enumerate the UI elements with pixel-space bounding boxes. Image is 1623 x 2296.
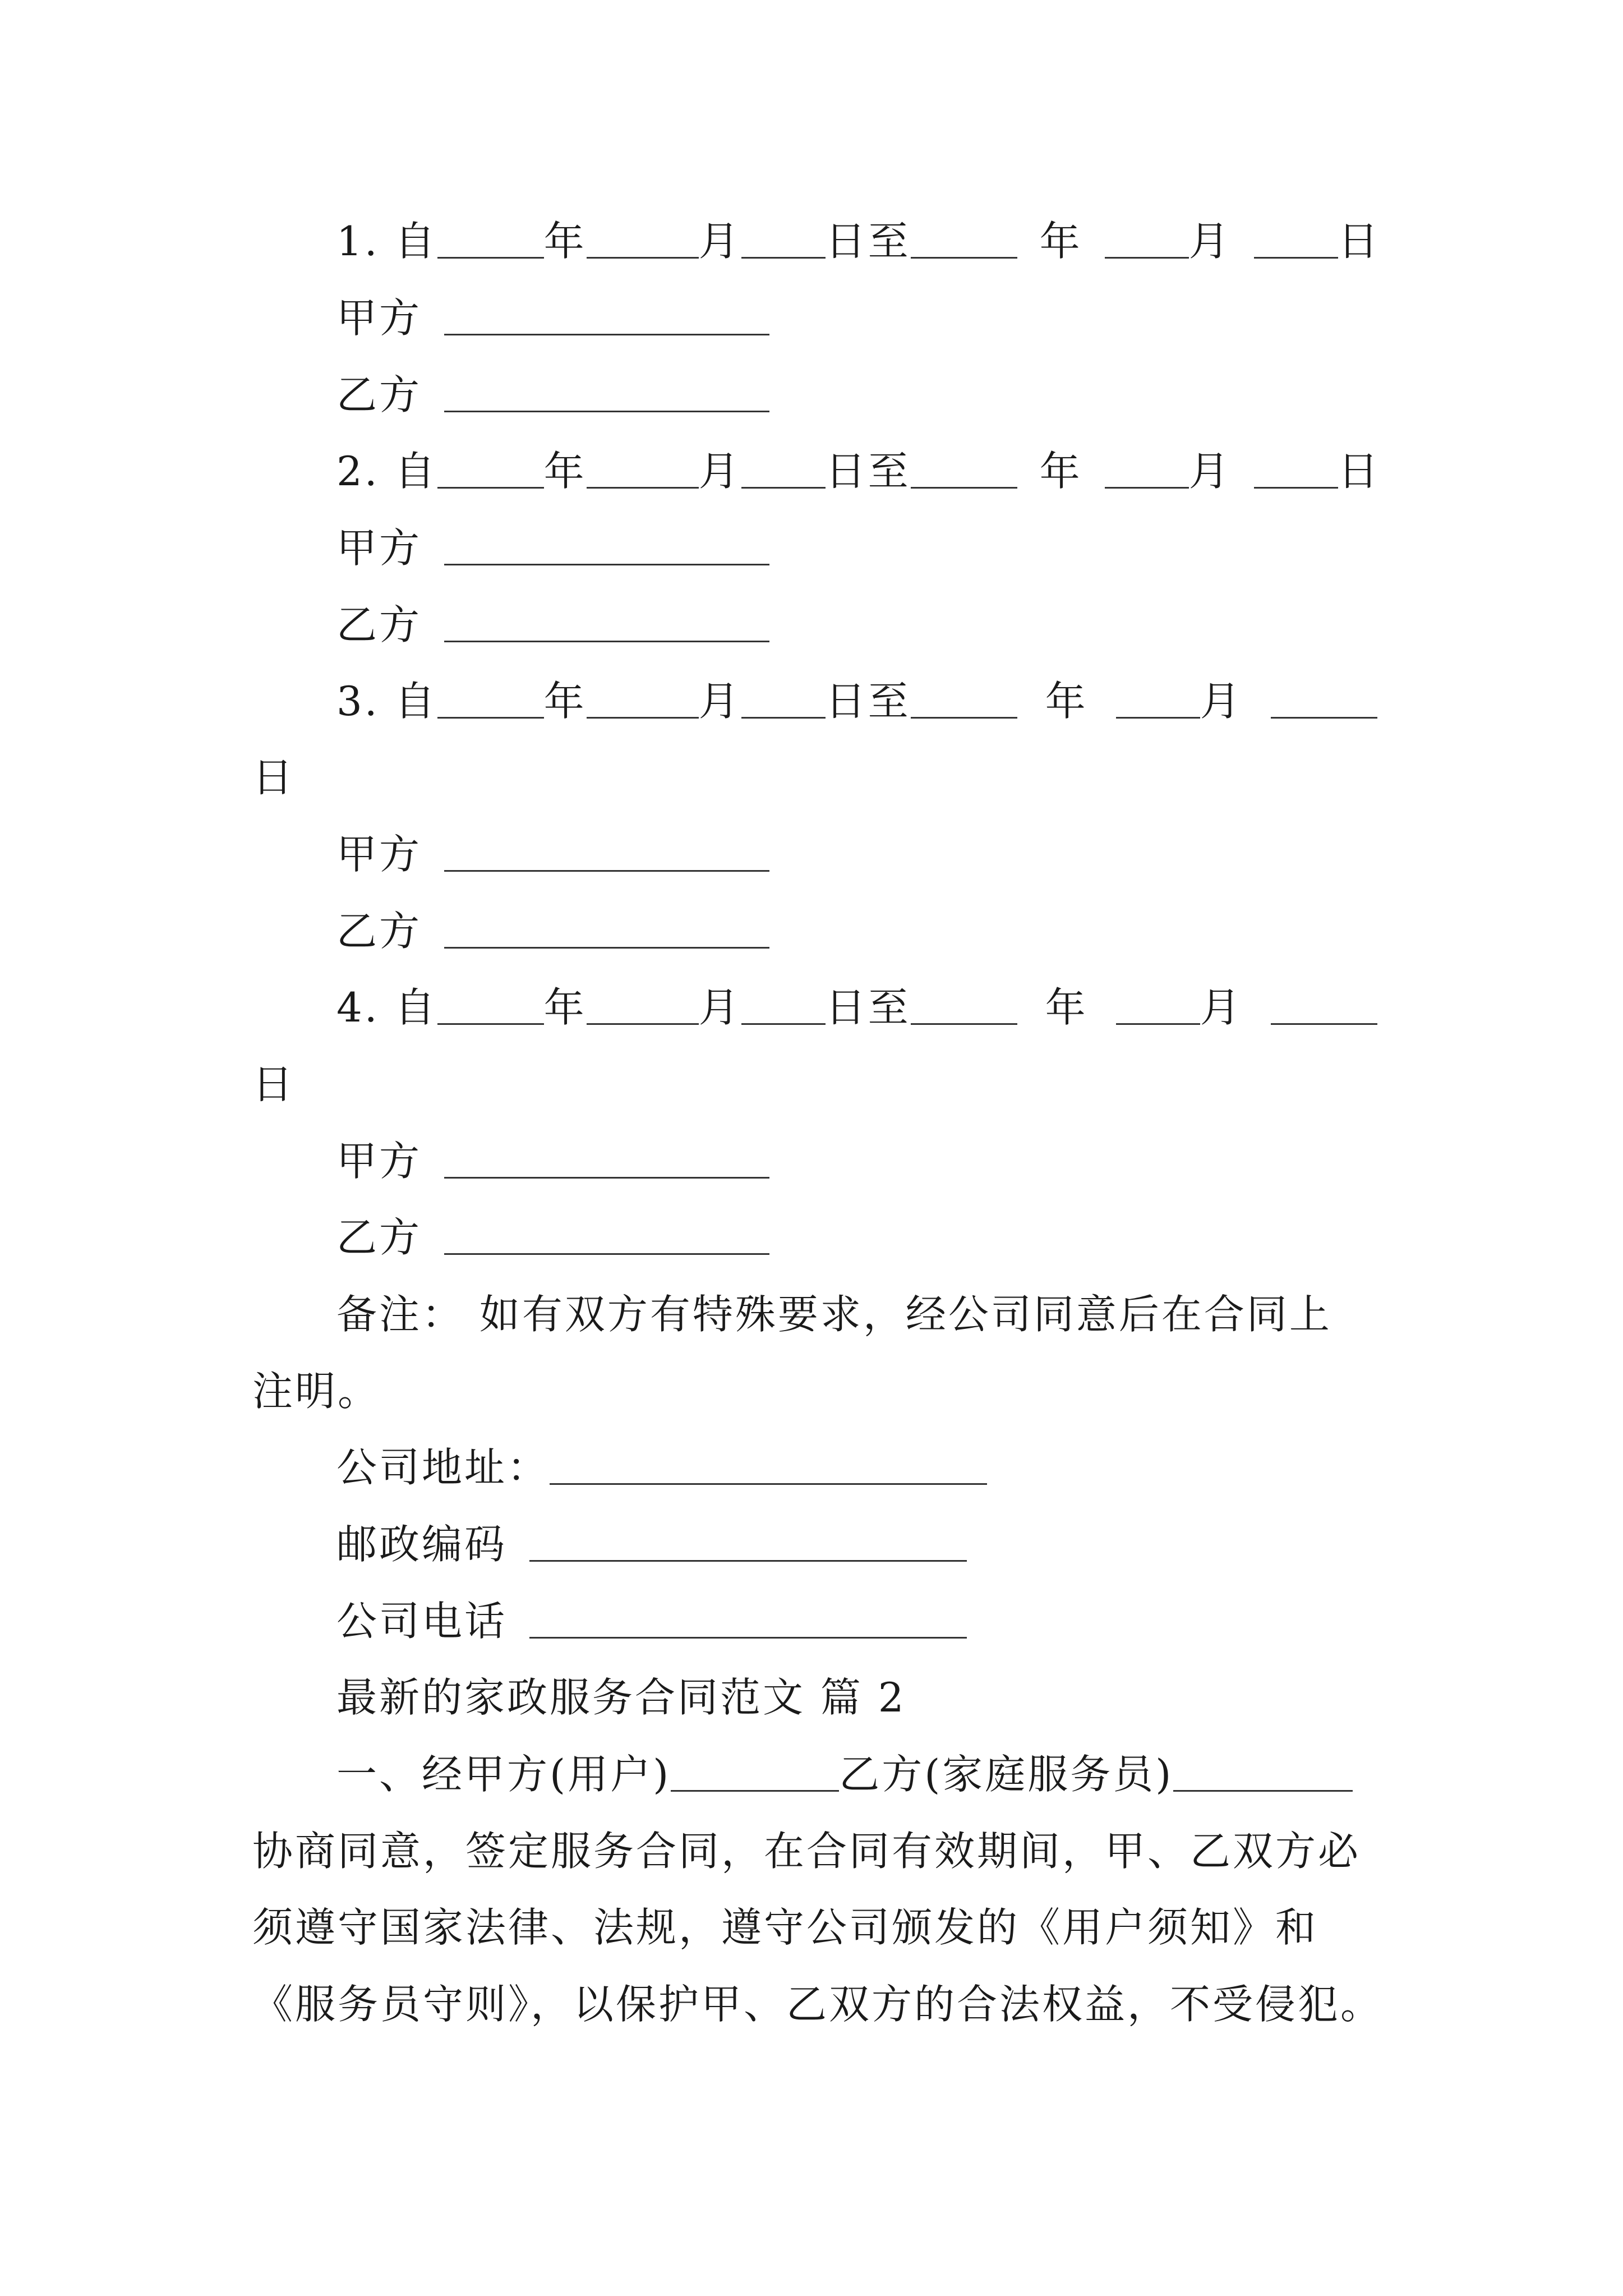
party-a-blank[interactable] <box>444 1137 769 1179</box>
day-blank[interactable] <box>741 447 826 489</box>
clause-1-line-3 <box>252 1899 1318 1955</box>
year2-blank[interactable] <box>911 447 1017 489</box>
month2-blank[interactable] <box>1116 983 1200 1025</box>
remark-line-1 <box>336 1286 1332 1342</box>
party-b-line <box>336 1209 769 1266</box>
month2-label: 月 <box>1200 984 1243 1031</box>
company-phone-line <box>336 1593 967 1649</box>
user-blank[interactable] <box>671 1750 839 1792</box>
year2-label: 年 <box>1039 448 1082 495</box>
month-blank[interactable] <box>587 217 699 259</box>
month-blank[interactable] <box>587 983 699 1025</box>
month-label: 月 <box>698 678 741 725</box>
month-blank[interactable] <box>587 447 699 489</box>
day2-label: 日 <box>252 754 296 801</box>
month2-label: 月 <box>1188 448 1232 495</box>
year2-label: 年 <box>1045 678 1088 725</box>
period-prefix: 3. 自 <box>336 678 437 725</box>
day-blank[interactable] <box>741 217 826 259</box>
company-address-label: 公司地址： <box>336 1444 550 1491</box>
period-4-wrap <box>252 1056 295 1112</box>
clause-text: 《服务员守则》，以保护甲、乙双方的合法权益，不受侵犯。 <box>252 1981 1384 2028</box>
clause-text: 乙方(家庭服务员) <box>839 1751 1174 1798</box>
period-1-line <box>336 213 1381 269</box>
day-to-label: 日至 <box>825 678 911 725</box>
postal-code-blank[interactable] <box>529 1520 967 1562</box>
party-a-line <box>336 826 769 882</box>
year2-blank[interactable] <box>911 677 1017 719</box>
year-blank[interactable] <box>437 447 544 489</box>
party-a-label: 甲方 <box>336 1138 422 1185</box>
month2-label: 月 <box>1188 218 1232 265</box>
period-prefix: 4. 自 <box>336 984 437 1031</box>
day-blank[interactable] <box>741 983 826 1025</box>
day-to-label: 日至 <box>825 984 911 1031</box>
month2-label: 月 <box>1200 678 1243 725</box>
party-b-blank[interactable] <box>444 1213 769 1255</box>
postal-code-label: 邮政编码 <box>336 1521 508 1568</box>
day-to-label: 日至 <box>825 448 911 495</box>
remark-text: 注明。 <box>252 1368 381 1415</box>
remark-line-2 <box>252 1363 380 1419</box>
helper-blank[interactable] <box>1173 1750 1353 1792</box>
year2-blank[interactable] <box>911 983 1017 1025</box>
day2-blank[interactable] <box>1271 677 1377 719</box>
party-b-blank[interactable] <box>444 907 769 949</box>
party-b-label: 乙方 <box>336 908 422 955</box>
party-b-blank[interactable] <box>444 600 769 642</box>
year-blank[interactable] <box>437 677 544 719</box>
party-a-label: 甲方 <box>336 831 422 878</box>
party-a-label: 甲方 <box>336 295 422 342</box>
month-label: 月 <box>698 984 741 1031</box>
day2-blank[interactable] <box>1254 447 1338 489</box>
party-a-line <box>336 1133 769 1189</box>
party-b-blank[interactable] <box>444 370 769 412</box>
year-label: 年 <box>543 448 587 495</box>
day2-label: 日 <box>1338 448 1381 495</box>
clause-1-line-1 <box>336 1746 1353 1802</box>
clause-1-line-4 <box>252 1976 1383 2032</box>
year2-label: 年 <box>1039 218 1082 265</box>
year2-blank[interactable] <box>911 217 1017 259</box>
party-a-line <box>336 290 769 346</box>
party-b-line <box>336 903 769 959</box>
party-a-label: 甲方 <box>336 524 422 572</box>
party-b-line <box>336 367 769 423</box>
period-prefix: 2. 自 <box>336 448 437 495</box>
period-4-line <box>336 979 1377 1036</box>
remark-text: 备注： 如有双方有特殊要求，经公司同意后在合同上 <box>336 1291 1332 1338</box>
party-b-label: 乙方 <box>336 371 422 418</box>
company-address-line <box>336 1439 987 1496</box>
company-phone-blank[interactable] <box>529 1596 967 1639</box>
period-3-line <box>336 673 1377 729</box>
year-blank[interactable] <box>437 983 544 1025</box>
month-blank[interactable] <box>587 677 699 719</box>
section-title <box>336 1669 906 1726</box>
party-a-blank[interactable] <box>444 523 769 565</box>
party-a-blank[interactable] <box>444 293 769 335</box>
clause-1-line-2 <box>252 1823 1361 1879</box>
day-to-label: 日至 <box>825 218 911 265</box>
party-a-blank[interactable] <box>444 830 769 872</box>
clause-text: 协商同意，签定服务合同，在合同有效期间，甲、乙双方必 <box>252 1828 1361 1875</box>
company-address-blank[interactable] <box>550 1443 987 1485</box>
party-b-label: 乙方 <box>336 1214 422 1261</box>
section-title-text: 最新的家政服务合同范文 篇 2 <box>336 1674 906 1721</box>
month2-blank[interactable] <box>1105 217 1189 259</box>
month-label: 月 <box>698 448 741 495</box>
day2-blank[interactable] <box>1254 217 1338 259</box>
day2-label: 日 <box>1338 218 1381 265</box>
period-2-line <box>336 443 1381 499</box>
month2-blank[interactable] <box>1105 447 1189 489</box>
period-3-wrap <box>252 749 295 806</box>
year-label: 年 <box>543 984 587 1031</box>
month-label: 月 <box>698 218 741 265</box>
postal-code-line <box>336 1516 967 1572</box>
year-label: 年 <box>543 678 587 725</box>
day2-label: 日 <box>252 1061 296 1108</box>
year-label: 年 <box>543 218 587 265</box>
period-prefix: 1. 自 <box>336 218 437 265</box>
company-phone-label: 公司电话 <box>336 1598 508 1645</box>
party-b-label: 乙方 <box>336 601 422 648</box>
year-blank[interactable] <box>437 217 544 259</box>
day2-blank[interactable] <box>1271 983 1377 1025</box>
year2-label: 年 <box>1045 984 1088 1031</box>
clause-text: 一、经甲方(用户) <box>336 1751 671 1798</box>
month2-blank[interactable] <box>1116 677 1200 719</box>
party-b-line <box>336 597 769 653</box>
clause-text: 须遵守国家法律、法规，遵守公司颁发的《用户须知》和 <box>252 1904 1318 1951</box>
party-a-line <box>336 520 769 576</box>
day-blank[interactable] <box>741 677 826 719</box>
